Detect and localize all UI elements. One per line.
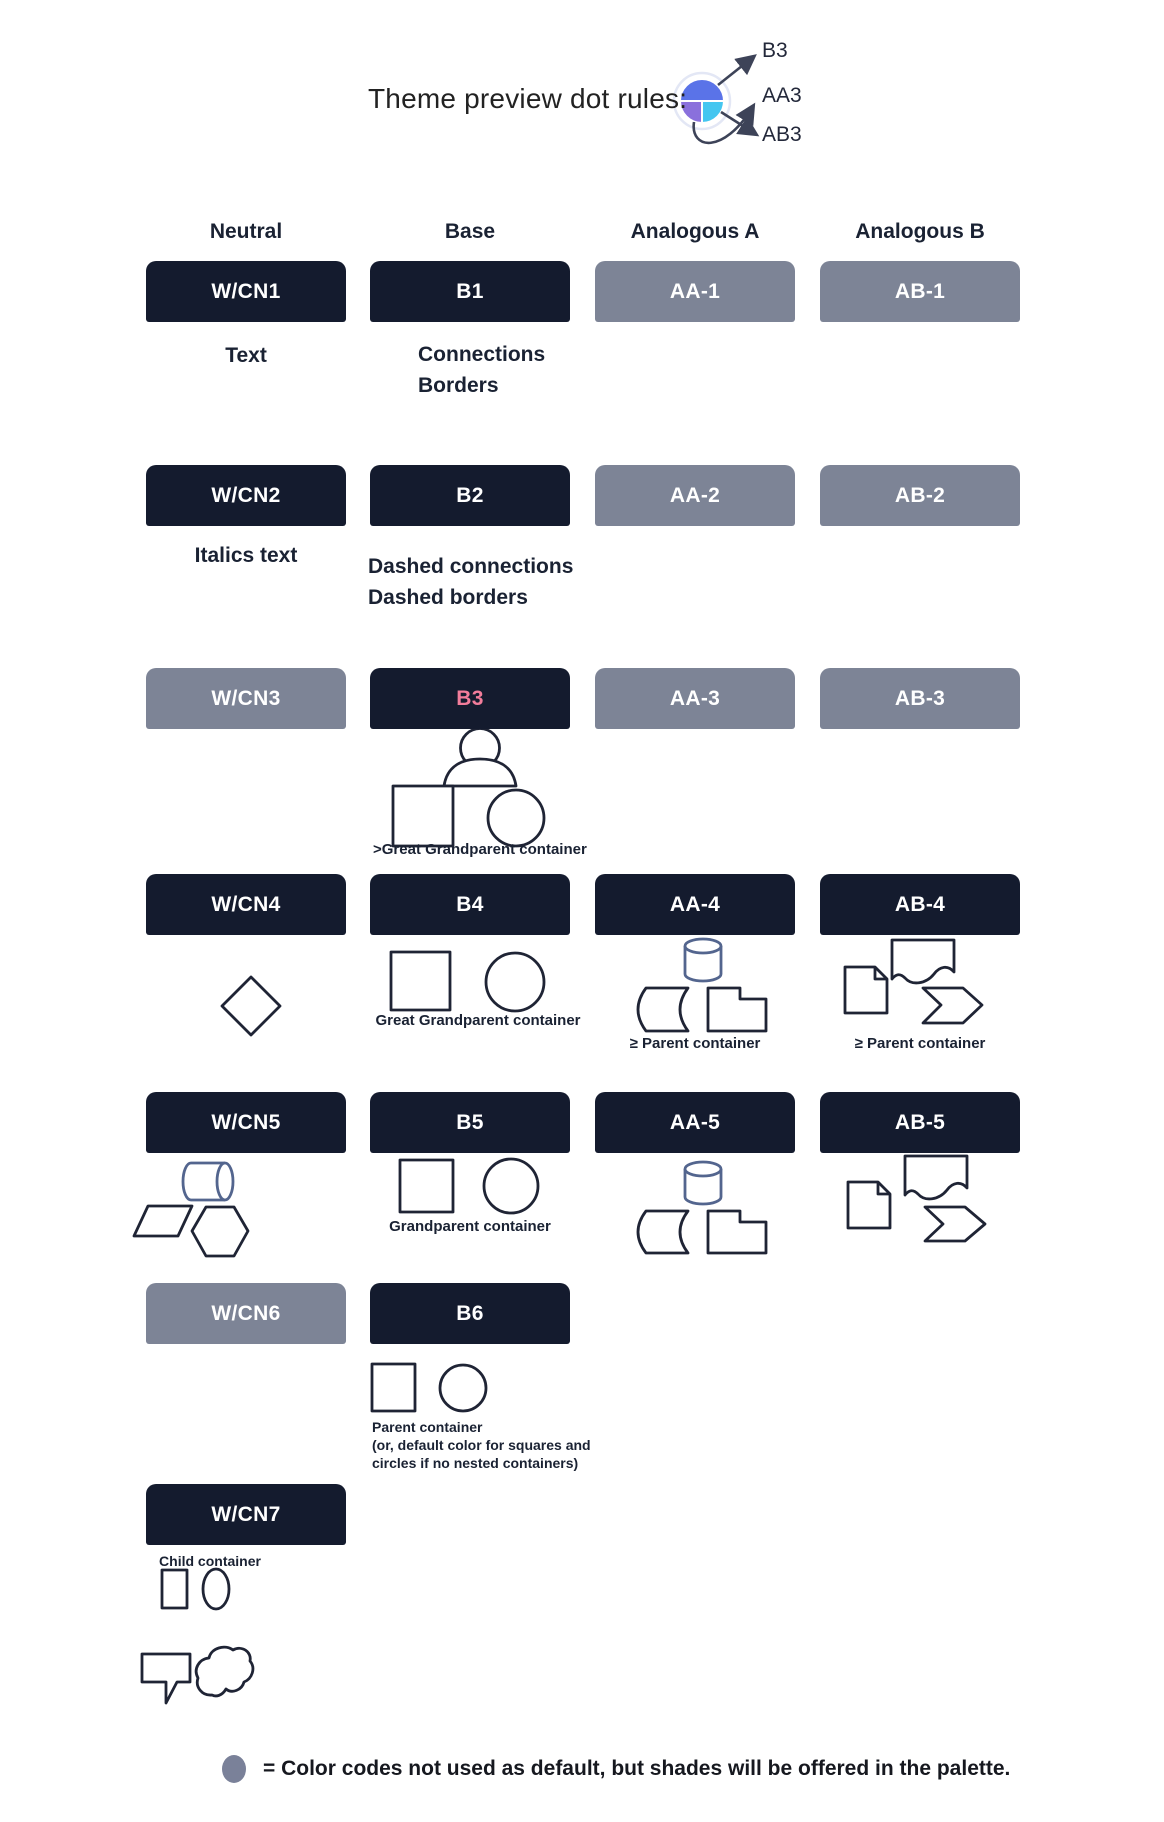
speech-bubble-shape[interactable] xyxy=(142,1654,190,1703)
swatch-aa1[interactable]: AA-1 xyxy=(595,261,795,322)
caption-ab4-shapes: ≥ Parent container xyxy=(854,1035,986,1052)
circle-shape[interactable] xyxy=(440,1365,486,1411)
swatch-ab4[interactable]: AB-4 xyxy=(820,874,1020,935)
square-shape[interactable] xyxy=(393,786,453,846)
arrow-to-ab3 xyxy=(721,112,754,133)
caption-connections: Connections xyxy=(418,343,546,366)
swatch-b4[interactable]: B4 xyxy=(370,874,570,935)
caption-b5-shapes: Grandparent container xyxy=(389,1218,551,1235)
caption-b3-shapes: >Great Grandparent container xyxy=(373,841,587,858)
b3-shape-group xyxy=(393,729,544,847)
circle-shape[interactable] xyxy=(488,790,544,846)
column-header-neutral: Neutral xyxy=(209,220,283,243)
swatch-wcn4[interactable]: W/CN4 xyxy=(146,874,346,935)
swatch-wcn3[interactable]: W/CN3 xyxy=(146,668,346,729)
caption-b6-line1: Parent container xyxy=(372,1419,483,1435)
chevron-shape[interactable] xyxy=(923,988,982,1023)
swatch-wcn5[interactable]: W/CN5 xyxy=(146,1092,346,1153)
cylinder-top xyxy=(685,1162,721,1176)
folder-shape[interactable] xyxy=(708,988,766,1031)
swatch-wcn7[interactable]: W/CN7 xyxy=(146,1484,346,1545)
caption-text: Text xyxy=(225,344,267,367)
diamond-shape[interactable] xyxy=(222,977,280,1035)
caption-dashed-connections: Dashed connections xyxy=(368,555,574,578)
swatch-b2[interactable]: B2 xyxy=(370,465,570,526)
cloud-shape[interactable] xyxy=(196,1647,253,1696)
caption-italics-text: Italics text xyxy=(194,544,298,567)
dot-label-b3: B3 xyxy=(762,39,788,62)
stored-data-shape[interactable] xyxy=(638,988,688,1031)
column-header-analogous-b: Analogous B xyxy=(855,220,985,243)
square-shape[interactable] xyxy=(400,1160,453,1212)
square-shape[interactable] xyxy=(372,1364,415,1411)
swatch-b5[interactable]: B5 xyxy=(370,1092,570,1153)
swatch-aa2[interactable]: AA-2 xyxy=(595,465,795,526)
caption-b6-line2: (or, default color for squares and xyxy=(372,1437,591,1453)
caption-borders: Borders xyxy=(418,374,499,397)
caption-b4-shapes: Great Grandparent container xyxy=(375,1012,581,1029)
document-folded-corner-shape[interactable] xyxy=(845,967,887,1013)
swatch-ab3[interactable]: AB-3 xyxy=(820,668,1020,729)
swatch-wcn2[interactable]: W/CN2 xyxy=(146,465,346,526)
circle-shape[interactable] xyxy=(486,953,544,1011)
caption-child-container: Child container xyxy=(159,1553,261,1569)
stored-data-shape[interactable] xyxy=(638,1211,688,1253)
legend-text: = Color codes not used as default, but shades will be offered in the palette. xyxy=(263,1757,1011,1780)
caption-aa4-shapes: ≥ Parent container xyxy=(629,1035,761,1052)
rectangle-shape[interactable] xyxy=(162,1570,187,1608)
dot-label-aa3: AA3 xyxy=(762,84,802,107)
swatch-ab5[interactable]: AB-5 xyxy=(820,1092,1020,1153)
column-header-analogous-a: Analogous A xyxy=(630,220,760,243)
swatch-b1[interactable]: B1 xyxy=(370,261,570,322)
cylinder-top xyxy=(685,939,721,953)
swatch-b6[interactable]: B6 xyxy=(370,1283,570,1344)
person-icon-shoulders[interactable] xyxy=(444,759,516,786)
caption-b6-line3: circles if no nested containers) xyxy=(372,1455,579,1471)
wavy-document-shape[interactable] xyxy=(905,1156,967,1199)
chevron-shape[interactable] xyxy=(925,1207,985,1241)
swatch-ab1[interactable]: AB-1 xyxy=(820,261,1020,322)
cylinder-horizontal-cap xyxy=(217,1163,233,1200)
hexagon-shape[interactable] xyxy=(192,1207,248,1256)
wavy-document-shape[interactable] xyxy=(892,940,954,983)
legend-dot xyxy=(222,1755,246,1783)
swatch-wcn1[interactable]: W/CN1 xyxy=(146,261,346,322)
square-shape[interactable] xyxy=(391,952,450,1010)
swatch-wcn6[interactable]: W/CN6 xyxy=(146,1283,346,1344)
document-folded-corner-shape[interactable] xyxy=(848,1182,890,1228)
arrow-to-b3 xyxy=(718,58,752,85)
caption-dashed-borders: Dashed borders xyxy=(368,586,528,609)
page-title: Theme preview dot rules: xyxy=(368,83,688,114)
parallelogram-shape[interactable] xyxy=(134,1206,192,1236)
swatch-b3[interactable]: B3 xyxy=(370,668,570,729)
dot-label-ab3: AB3 xyxy=(762,123,802,146)
column-header-base: Base xyxy=(444,220,496,243)
swatch-ab2[interactable]: AB-2 xyxy=(820,465,1020,526)
circle-shape[interactable] xyxy=(484,1159,538,1213)
folder-shape[interactable] xyxy=(708,1211,766,1253)
swatch-aa5[interactable]: AA-5 xyxy=(595,1092,795,1153)
ellipse-shape[interactable] xyxy=(203,1569,229,1609)
swatch-aa4[interactable]: AA-4 xyxy=(595,874,795,935)
swatch-aa3[interactable]: AA-3 xyxy=(595,668,795,729)
